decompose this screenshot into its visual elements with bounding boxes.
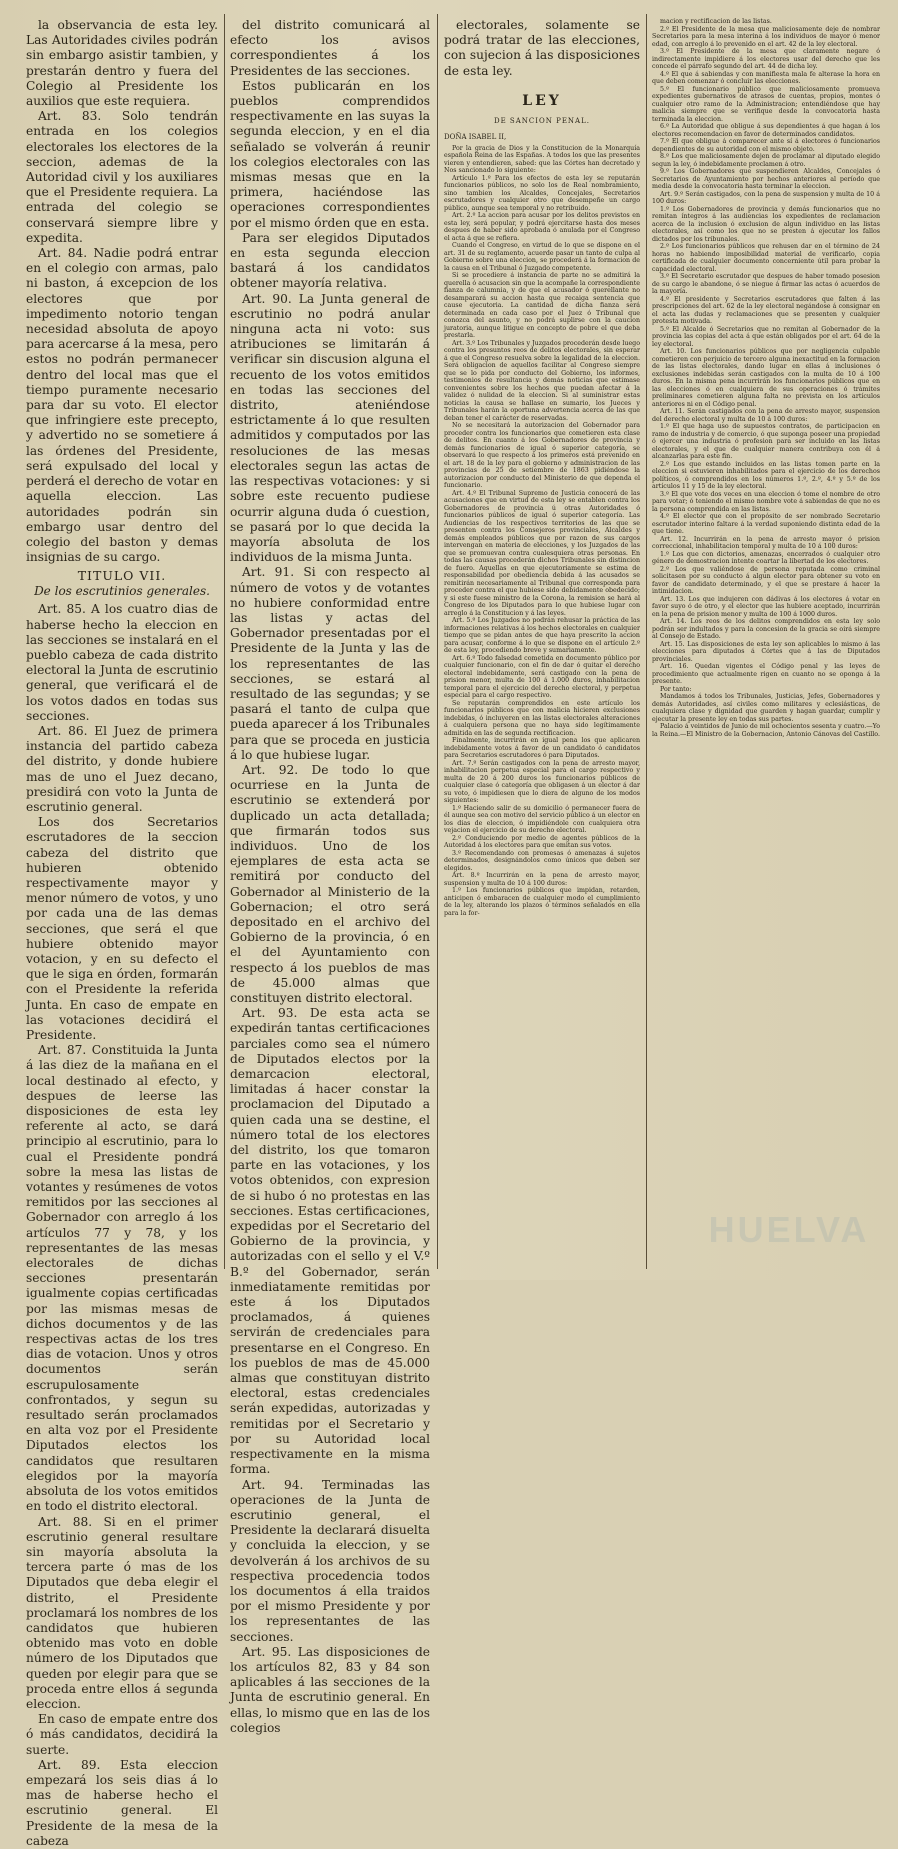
section-heading: TITULO VII. — [77, 568, 167, 584]
column-2 — [230, 18, 430, 1735]
paragraph: En caso de empate entre dos ó más candidatos, decidirá la suerte. — [26, 1712, 218, 1757]
paragraph: 2.º El Presidente de la mesa que maliciosamente deje de nombrar Secretarios para la mesa interina á los individuos de mayor ó menor edad, con arreglo á lo prevenido en el art. 42 de la ley electoral. — [652, 25, 880, 48]
svg-text:HUELVA: HUELVA — [708, 1209, 870, 1250]
paragraph: 2.º Los que valiéndose de persona reputada como criminal solicitasen por su conducto á algun elector para obtener su voto en favor de candidato determinado, y el que se prestare á hacer la intimidacion. — [652, 565, 880, 595]
paragraph: 1.º Los funcionarios públicos que impidan, retarden, anticipen ó embaracen de cualquier modo el cumplimiento de la ley, alterando los plazos ó términos señalados en ella para la for- — [444, 887, 640, 917]
paragraph: 9.º Los Gobernadores que suspendieren Alcaldes, Concejales ó Secretarios de Ayuntamiento por hechos anteriores al período que media desde la convocatoria hasta terminar la eleccion. — [652, 168, 880, 190]
paragraph: Art. 89. Esta eleccion empezará los seis dias á lo mas de haberse hecho el escrutinio general. El Presidente de la mesa de la cabeza — [26, 1757, 218, 1848]
paragraph: macion y rectificacion de las listas. — [660, 18, 772, 25]
paragraph: electorales, solamente se podrá tratar de las elecciones, con sujecion á las disposiciones de esta ley. — [444, 18, 640, 78]
paragraph: Para ser elegidos Diputados en esta segunda eleccion bastará á los candidatos obtener mayoría relativa. — [230, 230, 430, 291]
paragraph: Mandamos á todos los Tribunales, Justicias, Jefes, Gobernadores y demás Autoridades, así civiles como militares y eclesiásticas, de cualquiera clase y dignidad que guarden y hagan guardar, cumplir y ejecutar la presente ley en todas sus partes. — [652, 693, 880, 723]
paragraph: 6.º La Autoridad que obligue á sus dependientes á que hagan á los electores recomendacion en favor de determinados candidatos. — [652, 123, 880, 138]
paragraph: Palacio á veintidos de Junio de mil ochocientos sesenta y cuatro.—Yo la Reina.—El Ministro de la Gobernacion, Antonio Cánovas del Castillo. — [652, 723, 880, 738]
paragraph: Art. 88. Si en el primer escrutinio general resultare sin mayoría absoluta la tercera parte ó mas de los Diputados que deba elegir el distrito, el Presidente proclamará los nombres de los candidatos que hubieren obtenido mas voto en doble número de los Diputados que queden por elegir para que se proceda entre ellos á segunda eleccion. — [26, 1514, 218, 1711]
paragraph: 2.º Los que estando incluidos en las listas tomen parte en la eleccion si estuvieren inhabilitados para el ejercicio de los derechos políticos, ó comprendidos en los números 1.º, 2.º, 4.º y 5.º de los artículos 11 y 15 de la ley electoral. — [652, 460, 880, 490]
paragraph: 3.º El Secretario escrutador que despues de haber tomado posesion de su cargo le abandone, ó se niegue á firmar las actas ó acuerdos de la mayoría. — [652, 273, 880, 295]
paragraph: 1.º Haciendo salir de su domicilio ó permanecer fuera de él aunque sea con motivo del servicio público á un elector en los dias de eleccion, ó impidiéndole con cualquiera otra vejacion el ejercicio de su derecho electoral. — [444, 804, 640, 835]
paragraph: Art. 90. La Junta general de escrutinio no podrá anular ninguna acta ni voto: sus atribuciones se limitarán á verificar sin discusion alguna el recuento de los votos emitidos en todas las secciones del distrito, ateniéndose estrictamente á lo que resulten admitidos y computados por las resoluciones de las mesas electorales segun las actas de las respectivas votaciones: y si sobre este recuento pudiese ocurrir alguna duda ó cuestion, se pasará por lo que decida la mayoría absoluta de los individuos de la misma Junta. — [230, 291, 430, 565]
paragraph: Art. 91. Si con respecto al número de votos y de votantes no hubiere conformidad entre las listas y actas del Gobernador presentadas por el Presidente de la Junta y las de los representantes de las secciones, se estará al resultado de las segundas; y se pasará el tanto de culpa que pueda aparecer á los Tribunales para que se proceda en justicia á lo que hubiese lugar. — [230, 565, 430, 762]
paragraph: Art. 4.º El Tribunal Supremo de Justicia conocerá de las acusaciones que en virtud de esta ley se entablen contra los Gobernadores de provincia ú otras Autoridades ó funcionarios públicos de igual ó superior categoría. Las Audiencias de los respectivos territorios de las que se presenten contra los Consejeros provinciales, Alcaldes y demás empleados públicos que por razon de sus cargos intervengan en materia de elecciones, y los Juzgados de las que se promuevan contra cualesquiera otras personas. En todas las causas procederán dichos Tribunales sin distincion de fuero. Aquellas en que ejecutoriamente se estima de responsabilidad por obediencia debida á las acusados se remitirán necesariamente al Tribunal que corresponda para proceder contra el que hubiese sido debidamente obedecido; y si este fuese ministro de la Corona, la remision se hará al Congreso de los Diputados para lo que hubiese lugar con arreglo á la Constitucion y á las leyes. — [444, 489, 640, 617]
paragraph: Art. 6.º Todo falsedad cometida en documento público por cualquier funcionario, con el fin de dar ó quitar el derecho electoral indebidamente, será castigado con la pena de prision menor, multa de 100 á 1.000 duros, inhabilitacion temporal para el ejercicio del derecho electoral, y perpetua especial para el cargo respectivo. — [444, 654, 640, 700]
paragraph: del distrito comunicará al efecto los avisos correspondientes á los Presidentes de las secciones. — [230, 18, 430, 78]
paragraph: 3.º El que vote dos veces en una eleccion ó tome el nombre de otro para votar; ó teniendo el mismo nombre vote á sabiendas de que no es la persona comprendida en las listas. — [652, 490, 880, 513]
paragraph: 8.º Los que maliciosamente dejen de proclamar al diputado elegido segun la ley, ó indebidamente proclamen á otro. — [652, 153, 880, 168]
paragraph: 1.º El que haga uso de supuestos contratos, de participacion en ramo de industria y de comercio, ó que suponga poseer una propiedad ó ejercer una industria ó profesion para ser incluido en las listas electorales, y el que de cualquier manera contribuya con él á alcanzarlas para este fin. — [652, 423, 880, 460]
paragraph: Los dos Secretarios escrutadores de la seccion cabeza del distrito que hubieren obtenido respectivamente mayor y menor número de votos, y uno por cada una de las demas secciones, que será el que hubiere obtenido mayor votacion, y en su defecto el que le siga en órden, formarán con el Presidente la referida Junta. En caso de empate en las votaciones decidirá el Presidente. — [26, 815, 218, 1042]
paragraph: Cuando el Congreso, en virtud de lo que se dispone en el art. 31 de su reglamento, acuerde pasar un tanto de culpa al Gobierno sobre una eleccion, se procederá á la formacion de la causa en el Tribunal ó Juzgado competente. — [444, 242, 640, 272]
paragraph: Artículo 1.º Para los efectos de esta ley se reputarán funcionarios públicos, no solo los de Real nombramiento, sino tambien los Alcaldes, Concejales, Secretarios escrutadores y cualquier otro que desempeñe un cargo público, aunque sea temporal y no retribuido. — [444, 174, 640, 212]
paragraph: 2.º Los funcionarios públicos que rehusen dar en el término de 24 horas no habiendo imposibilidad material de verificarlo, copia certificada de cualquier documento concerniente útil para probar la capacidad electoral. — [652, 243, 880, 273]
paragraph: 3.º Recomendando con promesas ó amenazas á sujetos determinados, designándolos como únicos que deben ser elegidos. — [444, 849, 640, 872]
paragraph: Por tanto: — [660, 685, 692, 693]
paragraph: Art. 16. Quedan vigentes el Código penal y las leyes de procedimiento que actualmente rigen en cuanto no se oponga á la presente. — [652, 663, 880, 685]
paragraph: No se necesitará la autorizacion del Gobernador para proceder contra los funcionarios que cometieren esta clase de delitos. En cuanto á los Gobernadores de provincia y demás funcionarios de igual ó superior categoría, se observará lo que respecto á los primeros está prevenido en el art. 18 de la ley para el gobierno y administracion de las provincias de 25 de setiembre de 1863 pidiéndose la autorizacion por conducto del Ministerio de que dependa el funcionario. — [444, 422, 640, 490]
paragraph: Art. 2.º La accion para acusar por los delitos previstos en esta ley, será popular, y podrá ejercitarse hasta dos meses despues de haber sido aprobada ó anulada por el Congreso el acta á que se refiera. — [444, 212, 640, 242]
paragraph: 1.º Los que con dictorios, amenazas, encerrados ó cualquier otro género de demostracion intente coartar la libertad de los electores. — [652, 550, 880, 565]
paragraph: Art. 86. El Juez de primera instancia del partido cabeza del distrito, y donde hubiere mas de uno el Juez decano, presidirá con voto la Junta de escrutinio general. — [26, 723, 218, 814]
law-preamble-heading: DOÑA ISABEL II, — [444, 132, 507, 141]
paragraph: Por la gracia de Dios y la Constitucion de la Monarquía española Reina de las Españas. A todos los que las presentes vieren y entendieren, sabed: que las Córtes han decretado y Nos sancionado lo siguiente: — [444, 144, 640, 175]
column-4 — [652, 18, 880, 1268]
paragraph: Art. 94. Terminadas las operaciones de la Junta de escrutinio general, el Presidente la declarará disuelta y concluida la eleccion, y se devolverán á los archivos de su respectiva procedencia todos los documentos á ella traidos por el mismo Presidente y por los representantes de las secciones. — [230, 1477, 430, 1644]
paragraph: 4.º El que á sabiendas y con manifiesta mala fe alterase la hora en que deben comenzar ó concluir las elecciones. — [652, 70, 880, 85]
paragraph: Art. 85. A los cuatro dias de haberse hecho la eleccion en las secciones se instalará en el pueblo cabeza de cada distrito electoral la Junta de escrutinio general, que verificará el de los votos dados en todas sus secciones. — [26, 602, 218, 723]
paragraph: 1.º Los Gobernadores de provincia y demás funcionarios que no remitan íntegros á las audiencias los expedientes de reclamacion acerca de la inclusion ó exclusion de algun individuo en las listas electorales, así como los que no se presten á ejecutar los fallos dictados por los tribunales. — [652, 205, 880, 243]
paragraph: Si se procediere á instancia de parte no se admitirá la querella ó acusacion sin que la acompañe la correspondiente fianza de calumnia, y de que el acusador ó querellante no desamparará su accion hasta que recaiga sentencia que cause ejecutoria. La cantidad de dicha fianza será determinada en cada caso por el Juez ó Tribunal que conozca del asunto, y no podrá suplirse con la caucion juratoria, aunque litigue en concepto de pobre el que deba prestarla. — [444, 272, 640, 340]
paragraph: 4.º El presidente y Secretarios escrutadores que falten á las prescripciones del art. 62 de la ley electoral negándose á consignar en el acta las dudas y reclamaciones que se presenten y cualquier protesta motivada. — [652, 295, 880, 325]
paragraph: 3.º El Presidente de la mesa que claramente negare ó indirectamente impidiere á los electores usar del derecho que les concede el párrafo segundo del art. 44 de dicha ley. — [652, 48, 880, 70]
paragraph: Art. 3.º Los Tribunales y Juzgados procederán desde luego contra los presuntos reos de delitos electorales, sin esperar á que el Congreso resuelva sobre la legalidad de la eleccion. Será obligacion de aquellos facilitar al Congreso siempre que se lo pida por conducto del Gobierno, los informes, testimonios de resultancia y demás noticias que estimase convenientes sobre los hechos que puedan afectar á la validez ó nulidad de la eleccion. Si al suministrar estas noticias la causa se hallase en sumario, los Jueces y Tribunales harán la oportuna advertencia acerca de las que deban tener el carácter de reservadas. — [444, 339, 640, 422]
paragraph: Se reputarán comprendidos en este artículo los funcionarios públicos que con malicia hicieren exclusiones indebidas, ó incluyeren en las listas electorales alteraciones á cualquiera persona que no haya sido legítimamente admitida en las de segunda rectificacion. — [444, 699, 640, 737]
paragraph: Art. 83. Solo tendrán entrada en los colegios electorales los electores de la seccion, ademas de la Autoridad civil y los auxiliares que el Presidente requiera. La entrada del colegio se conservará siempre libre y expedita. — [26, 109, 218, 245]
paragraph: Art. 13. Los que indujeren con dádivas á los electores á votar en favor suyo ó de otro, y el elector que las hubiere aceptado, incurrirán en la pena de prision menor y multa de 100 á 1000 duros. — [652, 595, 880, 618]
paragraph: 7.º El que obligue á comparecer ante sí á electores ó funcionarios dependientes de su autoridad con el mismo objeto. — [652, 138, 880, 153]
paragraph: Estos publicarán en los pueblos comprendidos respectivamente en las suyas la segunda eleccion, y en el dia señalado se volverán á reunir los colegios electorales con las mismas mesas que en la primera, haciéndose las operaciones correspondientes por el mismo órden que en esta. — [230, 78, 430, 230]
paragraph: Art. 7.º Serán castigados con la pena de arresto mayor, inhabilitacion perpetua especial para el cargo respectivo y multa de 20 á 200 duros los funcionarios públicos de cualquier clase ó categoría que obligasen á un elector á dar su voto, ó impidiesen que lo diera de alguno de los modos siguientes: — [444, 759, 640, 805]
paragraph: 5.º El funcionario público que maliciosamente promueva expedientes gubernativos de atrasos de cuentas, propios, montes ó cualquier otro ramo de la Administracion; entendiéndose que hay malicia siempre que se verifique desde la convocatoria hasta terminada la eleccion. — [652, 85, 880, 123]
paragraph: 5.º El Alcalde ó Secretarios que no remitan al Gobernador de la provincia las copias del acta á que están obligados por el art. 64 de la ley electoral. — [652, 325, 880, 348]
paragraph: Art. 11. Serán castigados con la pena de arresto mayor, suspension del derecho electoral y multa de 10 á 100 duros: — [652, 408, 880, 423]
paragraph: Art. 9.º Serán castigados, con la pena de suspension y multa de 10 á 100 duros: — [652, 190, 880, 205]
column-1 — [26, 18, 218, 1848]
law-title: LEY — [522, 92, 562, 109]
paragraph: Art. 5.º Los Juzgados no podrán rehusar la práctica de las informaciones relativas á los hechos electorales en cualquier tiempo que se pidan antes de que haya prescrito la accion para acusar, conforme á lo que se dispone en el artículo 2.º de esta ley, procediendo breve y sumariamente. — [444, 617, 640, 655]
paragraph: Finalmente, incurrirán en igual pena los que aplicaren indebidamente votos á favor de un candidato ó candidatos para Secretarios escrutadores ó para Diputados. — [444, 737, 640, 760]
paragraph: Art. 95. Las disposiciones de los artículos 82, 83 y 84 son aplicables á las secciones de la Junta de escrutinio general. En ellas, lo mismo que en las de los colegios — [230, 1644, 430, 1735]
paragraph: Art. 14. Los reos de los delitos comprendidos en esta ley solo podrán ser indultados y para la concesion de la gracia se oirá siempre al Consejo de Estado. — [652, 618, 880, 640]
paragraph: Art. 87. Constituida la Junta á las diez de la mañana en el local destinado al efecto, y despues de leerse las disposiciones de esta ley referente al acto, se dará principio al escrutinio, para lo cual el Presidente pondrá sobre la mesa las listas de votantes y resúmenes de votos remitidos por las secciones al Gobernador con arreglo á los artículos 77 y 78, y los representantes de las mesas electorales de dichas secciones presentarán igualmente copias certificadas por las mismas mesas de dichos documentos y de las respectivas actas de los tres dias de votacion. Unos y otros documentos serán escrupulosamente confrontados, y segun su resultado serán proclamados en alta voz por el Presidente Diputados electos los candidatos que resultaren elegidos por la mayoría absoluta de los votos emitidos en todo el distrito electoral. — [26, 1043, 218, 1514]
column-divider — [437, 14, 438, 1269]
paragraph: 2.º Conduciendo por medio de agentes públicos de la Autoridad á los electores para que emitan sus votos. — [444, 834, 640, 850]
column-divider — [646, 14, 647, 1269]
paragraph: Art. 8.º Incurrirán en la pena de arresto mayor, suspension y multa de 10 á 100 duros: — [444, 872, 640, 887]
paragraph: Art. 12. Incurrirán en la pena de arresto mayor ó prision correccional, inhabilitacion temporal y multa de 10 á 100 duros: — [652, 535, 880, 550]
paragraph: Art. 93. De esta acta se expedirán tantas certificaciones parciales como sea el número de Diputados electos por la demarcacion electoral, limitadas á hacer constar la proclamacion del Diputado a quien cada una se destine, el número total de los electores del distrito, los que tomaron parte en las votaciones, y los votos obtenidos, con expresion de si hubo ó no protestas en las secciones. Estas certificaciones, expedidas por el Secretario del Gobierno de la provincia, y autorizadas con el sello y el V.º B.º del Gobernador, serán inmediatamente remitidas por este á los Diputados proclamados, á quienes servirán de credenciales para presentarse en el Congreso. En los pueblos de mas de 45.000 almas que constituyan distrito electoral, estas credenciales serán expedidas, autorizadas y remitidas por el Secretario y por su Autoridad local respectivamente en la misma forma. — [230, 1006, 430, 1477]
paragraph: 4.º El elector que con el propósito de ser nombrado Secretario escrutador interino faltare á la verdad suponiendo distinta edad de la que tiene. — [652, 513, 880, 535]
section-subheading: De los escrutinios generales. — [34, 584, 210, 599]
law-subtitle: DE SANCION PENAL. — [493, 116, 590, 125]
paragraph: Art. 92. De todo lo que ocurriese en la Junta de escrutinio se extenderá por duplicado un acta detallada; que firmarán todos sus individuos. Uno de los ejemplares de esta acta se remitirá por conducto del Gobernador al Ministerio de la Gobernacion; el otro será depositado en el archivo del Gobierno de la provincia, ó en el del Ayuntamiento con respecto á los pueblos de mas de 45.000 almas que constituyen distrito electoral. — [230, 762, 430, 1005]
paragraph: Art. 15. Las disposiciones de esta ley son aplicables lo mismo á las elecciones para diputados á Córtes que á las de Diputados provinciales. — [652, 640, 880, 663]
paragraph: Art. 84. Nadie podrá entrar en el colegio con armas, palo ni baston, á excepcion de los electores que por impedimento notorio tengan necesidad absoluta de apoyo para acercarse á la mesa, pero estos no podrán permanecer dentro del local mas que el tiempo puramente necesario para dar su voto. El elector que infringiere este precepto, y advertido no se sometiere á las órdenes del Presidente, será expulsado del local y perderá el derecho de votar en aquella eleccion. Las autoridades podrán sin embargo usar dentro del colegio del baston y demas insignias de su cargo. — [26, 246, 218, 565]
paragraph: Art. 10. Los funcionarios públicos que por negligencia culpable cometieren con perjuicio de tercero alguna inexactitud en la formacion de las listas electorales, dando lugar en ellas á inclusiones ó exclusiones indebidas serán castigados con la multa de 10 á 100 duros. En la misma pena incurrirán los funcionarios públicos que en las elecciones ó en cualquiera de sus operaciones ó trámites preliminares cometieren alguna falta no prevista en los artículos anteriores ni en el Código penal. — [652, 348, 880, 408]
paragraph: la observancia de esta ley. Las Autoridades civiles podrán sin embargo asistir tambien, y prestarán dentro y fuera del Colegio al Presidente los auxilios que este requiera. — [26, 18, 218, 109]
column-divider — [224, 14, 225, 1269]
column-3 — [444, 18, 640, 1268]
